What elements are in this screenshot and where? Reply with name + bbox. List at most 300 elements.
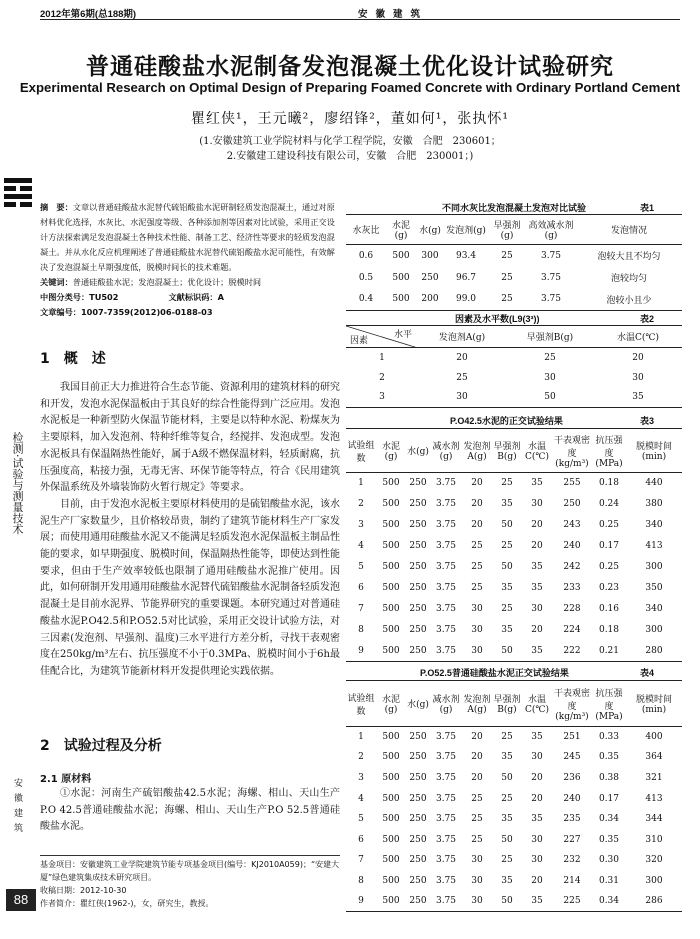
table-cell: 50 <box>501 520 513 530</box>
table-cell: 3 <box>358 520 364 530</box>
table-cell: 2 <box>358 499 364 509</box>
table-cell: 300 <box>421 250 439 261</box>
table-2-caption: 因素及水平数(L9(3³)) <box>455 314 540 324</box>
table-cell: 500 <box>392 272 410 283</box>
table-cell: 50 <box>506 388 594 408</box>
table-4-header: 抗压强度(MPa) <box>592 681 626 727</box>
affiliation-1: (1.安徽建筑工业学院材料与化学工程学院，安徽 合肥 230601； <box>199 136 501 147</box>
table-row <box>346 388 682 408</box>
table-cell: 500 <box>382 875 400 886</box>
table-cell: 500 <box>382 732 400 743</box>
table-cell: 25 <box>456 372 468 383</box>
table-row <box>346 768 682 789</box>
table-cell: 5 <box>358 562 364 572</box>
table-4-header: 发泡剂A(g) <box>462 681 492 727</box>
table-3-header: 水泥(g) <box>376 429 406 473</box>
table-cell: 222 <box>552 641 592 662</box>
section-2-heading: 2 试验过程及分析 <box>40 738 162 754</box>
table-4-header: 减水剂(g) <box>430 681 462 727</box>
table-2-corner <box>346 326 418 348</box>
article-id: 文章编号：1007-7359(2012)06-0188-03 <box>40 307 213 317</box>
table-cell: 35 <box>531 562 543 572</box>
table-cell: 0.24 <box>598 499 620 509</box>
section-2-body <box>40 786 340 836</box>
table-cell: 50 <box>492 891 522 912</box>
table-cell: 35 <box>531 732 543 743</box>
table-cell: 20 <box>531 541 543 551</box>
running-header <box>40 6 680 20</box>
table-cell: 35 <box>531 478 543 489</box>
table-row <box>346 788 682 809</box>
table-cell: 30 <box>462 641 492 662</box>
table-cell: 5 <box>358 814 364 825</box>
table-cell: 250 <box>409 562 427 572</box>
table-1 <box>346 214 682 311</box>
table-cell: 3.75 <box>540 250 562 261</box>
author-bio: 作者简介：瞿红侠(1962-)，女，研究生，教授。 <box>40 899 214 908</box>
table-cell: 500 <box>376 641 406 662</box>
table-cell: 250 <box>409 604 427 614</box>
keywords-label: 关键词： <box>40 277 73 287</box>
table-cell: 30 <box>462 891 492 912</box>
table-cell: 0.34 <box>598 814 620 825</box>
table-cell: 20 <box>531 625 543 635</box>
table-1-number: 表1 <box>640 203 655 213</box>
table-cell: 250 <box>409 875 427 886</box>
table-row <box>346 620 682 641</box>
table-2-header: 早强剂B(g) <box>506 326 594 348</box>
table-cell: 3.75 <box>435 814 457 825</box>
table-cell: 3.75 <box>540 272 562 283</box>
table-cell: 340 <box>645 520 663 530</box>
section-1-paragraph-2: 目前，由于发泡水泥板主要原材料使用的是硫铝酸盐水泥，该水泥生产厂家数量少，且价格较昂贵，制约了建筑节能材料生产厂家发展；而使用通用硅酸盐水泥又不能满足轻质发泡水泥保温板主制品性能的要求，如早期强度、脱模时间，保温隔热性能等，即使达到性能要求，但由于生产效率较低也限制了通用硅酸盐水泥推广使用。因此，如何研制开发用通用硅酸盐水泥替代硫铝酸盐水泥制备轻质发泡混凝土是目前水泥界、节能界研究的重要课题。本研究通过对普通硅酸盐水泥P.O42.5和P.O52.5对比试验，采用正交设计试验方法，对三因素(发泡剂、早强剂、温度)三水平进行方差分析，寻找干表观密度在250kg/m³左右、抗压强度不小于0.3MPa、脱模时间小于6h最佳配合比，为建筑节能新材料开发提供理论实践依据。 <box>40 498 340 677</box>
table-cell: 25 <box>471 814 483 825</box>
section-2-paragraph: ①水泥：河南生产硫铝酸盐42.5水泥；海螺、相山、天山生产P.O 42.5普通硅酸盐水泥；海螺、相山、天山生产P.O 52.5普通硅酸盐水泥。 <box>40 788 340 833</box>
table-cell: 250 <box>409 752 427 763</box>
table-cell: 25 <box>488 289 526 311</box>
authors: 瞿红侠¹，王元曦²，廖绍锋²，董如何¹，张执怀¹ <box>190 111 510 127</box>
table-row <box>346 727 682 748</box>
table-3-number: 表3 <box>640 416 655 426</box>
table-cell: 3.75 <box>435 732 457 743</box>
page-number: 88 <box>6 889 36 911</box>
sidebar-column-label: 检测·试验与测量技术 <box>11 432 24 535</box>
table-cell: 240 <box>563 541 581 551</box>
table-cell: 321 <box>645 772 663 783</box>
table-cell: 3.75 <box>435 541 457 551</box>
table-cell: 8 <box>358 625 364 635</box>
table-cell: 3.75 <box>435 604 457 614</box>
table-cell: 233 <box>563 583 581 593</box>
abstract-block <box>40 200 340 320</box>
table-cell: 25 <box>501 541 513 551</box>
table-cell: 3.75 <box>435 625 457 635</box>
affiliation-2: 2.安徽建工建设科技有限公司，安徽 合肥 230001；) <box>226 151 474 162</box>
table-4 <box>346 680 682 912</box>
table-cell: 20 <box>531 875 543 886</box>
table-4-header: 水泥(g) <box>376 681 406 727</box>
table-3-header: 抗压强度(MPa) <box>592 429 626 473</box>
table-cell: 350 <box>645 583 663 593</box>
table-cell: 30 <box>471 855 483 866</box>
table-3-header: 水温C(℃) <box>522 429 552 473</box>
table-cell: 8 <box>358 875 364 886</box>
table-cell: 50 <box>492 641 522 662</box>
table-cell: 93.4 <box>455 250 477 261</box>
table-cell: 286 <box>626 891 682 912</box>
table-cell: 3.75 <box>435 752 457 763</box>
table-cell: 25 <box>471 541 483 551</box>
table-cell: 0.23 <box>598 583 620 593</box>
table-2-number: 表2 <box>640 314 655 324</box>
table-4-header: 脱模时间(min) <box>626 681 682 727</box>
table-cell: 9 <box>346 641 376 662</box>
fund-note: 基金项目：安徽建筑工业学院建筑节能专项基金项目(编号：KJ2010A059)；“安建大厦”绿色建筑集成技术研究项目。 <box>40 860 340 882</box>
table-1-caption: 不同水灰比发泡混凝土发泡对比试验 <box>442 203 587 213</box>
journal-name: 安徽建筑 <box>358 9 429 20</box>
table-cell: 30 <box>544 372 556 383</box>
table-cell: 500 <box>392 250 410 261</box>
table-cell: 413 <box>645 541 663 551</box>
table-cell: 3.75 <box>435 855 457 866</box>
table-cell: 0.35 <box>598 752 620 763</box>
table-cell: 0.38 <box>598 772 620 783</box>
table-row <box>346 557 682 578</box>
table-cell: 250 <box>409 625 427 635</box>
table-cell: 440 <box>645 478 663 489</box>
table-1-header: 发泡情况 <box>576 215 682 245</box>
clc-number: 中图分类号：TU502 <box>40 292 119 302</box>
table-cell: 3.75 <box>435 793 457 804</box>
subsection-2-1-heading: 2.1 原材料 <box>40 774 92 785</box>
table-cell: 2 <box>358 752 364 763</box>
table-3-header: 早强剂B(g) <box>492 429 522 473</box>
table-cell: 251 <box>563 732 581 743</box>
table-cell: 310 <box>645 834 663 845</box>
table-cell: 3.75 <box>435 520 457 530</box>
table-cell: 20 <box>471 499 483 509</box>
table-cell: 250 <box>421 272 439 283</box>
table-cell: 7 <box>358 604 364 614</box>
table-cell: 0.4 <box>346 289 386 311</box>
table-row <box>346 850 682 871</box>
table-cell: 35 <box>501 499 513 509</box>
table-cell: 3.75 <box>435 834 457 845</box>
table-row <box>346 599 682 620</box>
table-cell: 泡较小且少 <box>576 289 682 311</box>
table-cell: 3.75 <box>430 641 462 662</box>
table-1-header: 水泥(g) <box>386 215 416 245</box>
table-cell: 0.31 <box>598 875 620 886</box>
table-cell: 500 <box>382 541 400 551</box>
table-1-header: 水(g) <box>416 215 444 245</box>
table-row <box>346 368 682 388</box>
table-cell: 25 <box>544 352 556 363</box>
table-cell: 500 <box>382 793 400 804</box>
table-cell: 500 <box>382 855 400 866</box>
table-cell: 20 <box>456 352 468 363</box>
table-cell: 30 <box>632 372 644 383</box>
table-cell: 1 <box>358 732 364 743</box>
table-cell: 25 <box>501 272 513 283</box>
table-3-caption: P.O42.5水泥的正交试验结果 <box>450 416 563 426</box>
table-cell: 500 <box>382 499 400 509</box>
table-cell: 6 <box>358 583 364 593</box>
table-cell: 25 <box>471 793 483 804</box>
table-2-header: 水温C(℃) <box>594 326 682 348</box>
table-cell: 500 <box>382 520 400 530</box>
table-cell: 35 <box>522 641 552 662</box>
table-cell: 35 <box>501 583 513 593</box>
table-cell: 30 <box>531 752 543 763</box>
table-cell: 500 <box>382 478 400 489</box>
table-cell: 250 <box>409 814 427 825</box>
table-cell: 25 <box>471 834 483 845</box>
table-cell: 25 <box>471 583 483 593</box>
table-cell: 227 <box>563 834 581 845</box>
table-cell: 30 <box>531 499 543 509</box>
table-cell: 250 <box>409 499 427 509</box>
table-cell: 242 <box>563 562 581 572</box>
table-cell: 250 <box>409 855 427 866</box>
table-3-header: 干表观密度(kg/m³) <box>552 429 592 473</box>
table-cell: 500 <box>376 891 406 912</box>
table-row <box>346 578 682 599</box>
table-cell: 泡较均匀 <box>610 274 647 284</box>
table-cell: 344 <box>645 814 663 825</box>
table-cell: 250 <box>409 541 427 551</box>
table-row <box>346 641 682 662</box>
table-cell: 300 <box>645 562 663 572</box>
table-cell: 500 <box>382 562 400 572</box>
table-4-header: 水(g) <box>406 681 430 727</box>
table-cell: 500 <box>382 834 400 845</box>
table-row <box>346 809 682 830</box>
table-cell: 0.16 <box>598 604 620 614</box>
keywords: 普通硅酸盐水泥；发泡混凝土；优化设计；脱模时间 <box>72 277 262 287</box>
table-cell: 3.75 <box>435 583 457 593</box>
corner-top-label: 水平 <box>393 330 412 340</box>
table-cell: 6 <box>358 834 364 845</box>
table-cell: 25 <box>501 855 513 866</box>
table-cell: 300 <box>645 875 663 886</box>
table-cell: 250 <box>406 641 430 662</box>
table-cell: 35 <box>531 583 543 593</box>
table-cell: 4 <box>358 793 364 804</box>
table-cell: 7 <box>358 855 364 866</box>
table-cell: 1 <box>379 352 385 363</box>
table-cell: 3 <box>358 772 364 783</box>
section-1-heading: 1 概 述 <box>40 351 106 367</box>
table-cell: 214 <box>563 875 581 886</box>
table-cell: 255 <box>563 478 581 489</box>
table-cell: 50 <box>501 834 513 845</box>
table-row <box>346 267 682 289</box>
table-3-header: 发泡剂A(g) <box>462 429 492 473</box>
table-cell: 228 <box>563 604 581 614</box>
table-cell: 20 <box>471 752 483 763</box>
table-cell: 0.33 <box>598 732 620 743</box>
table-3-header: 水(g) <box>406 429 430 473</box>
table-cell: 225 <box>552 891 592 912</box>
table-cell: 0.21 <box>592 641 626 662</box>
paper-title: 普通硅酸盐水泥制备发泡混凝土优化设计试验研究 <box>86 54 614 80</box>
table-cell: 250 <box>409 772 427 783</box>
table-cell: 20 <box>471 520 483 530</box>
table-cell: 35 <box>501 752 513 763</box>
table-cell: 320 <box>645 855 663 866</box>
table-cell: 240 <box>563 793 581 804</box>
table-cell: 25 <box>501 793 513 804</box>
table-cell: 35 <box>531 814 543 825</box>
table-cell: 500 <box>382 604 400 614</box>
table-cell: 235 <box>563 814 581 825</box>
table-cell: 364 <box>645 752 663 763</box>
table-cell: 3.75 <box>526 289 576 311</box>
table-cell: 20 <box>471 478 483 489</box>
table-cell: 泡较大且不均匀 <box>597 252 661 263</box>
table-cell: 35 <box>501 625 513 635</box>
table-row <box>346 747 682 768</box>
table-cell: 250 <box>409 732 427 743</box>
table-cell: 0.17 <box>598 793 620 804</box>
table-row <box>346 245 682 267</box>
table-cell: 250 <box>563 499 581 509</box>
table-3-header: 脱模时间(min) <box>626 429 682 473</box>
table-cell: 3.75 <box>435 772 457 783</box>
doc-code: 文献标识码：A <box>168 292 224 302</box>
table-1-header: 发泡剂(g) <box>444 215 488 245</box>
table-4-header: 干表观密度(kg/m³) <box>552 681 592 727</box>
table-cell: 340 <box>645 604 663 614</box>
table-2 <box>346 325 682 408</box>
abstract-text: 文章以普通硅酸盐水泥替代硫铝酸盐水泥研制轻质发泡混凝土，通过对原材料优化选择，水灰比、水泥强度等级、各种添加剂等因素对比试验，采用正交设计方法探索满足发泡混凝土各种技术性能、制备工艺、经济性等要求的轻质发泡混凝土。并从水化反应机理阐述了普通硅酸盐水泥替代硫铝酸盐水泥可能性，有效解决了发泡混凝土早期强度低，脱模时间长的技术难题。 <box>40 202 335 272</box>
table-cell: 500 <box>382 583 400 593</box>
table-cell: 20 <box>531 520 543 530</box>
table-cell: 20 <box>471 732 483 743</box>
table-cell: 500 <box>382 752 400 763</box>
table-cell: 500 <box>386 289 416 311</box>
table-4-caption: P.O52.5普通硅酸盐水泥正交试验结果 <box>420 668 569 678</box>
table-row <box>346 515 682 536</box>
table-cell: 30 <box>531 834 543 845</box>
table-cell: 3.75 <box>435 499 457 509</box>
table-cell: 99.0 <box>444 289 488 311</box>
table-cell: 4 <box>358 541 364 551</box>
table-cell: 250 <box>409 583 427 593</box>
table-cell: 20 <box>531 772 543 783</box>
table-cell: 9 <box>346 891 376 912</box>
table-cell: 30 <box>471 604 483 614</box>
table-row <box>346 494 682 515</box>
table-cell: 280 <box>626 641 682 662</box>
abstract-label: 摘 要： <box>40 202 73 212</box>
table-row <box>346 473 682 494</box>
table-cell: 25 <box>471 562 483 572</box>
table-cell: 35 <box>522 891 552 912</box>
table-cell: 232 <box>563 855 581 866</box>
table-cell: 380 <box>645 499 663 509</box>
table-cell: 30 <box>531 855 543 866</box>
journal-logo-icon <box>4 178 32 208</box>
english-title: Experimental Research on Optimal Design of Preparing Foamed Concrete with Ordinary Portland Cement <box>19 80 681 95</box>
table-1-header: 高效减水剂(g) <box>526 215 576 245</box>
table-cell: 0.18 <box>598 478 620 489</box>
table-cell: 25 <box>501 604 513 614</box>
table-2-header: 发泡剂A(g) <box>418 326 506 348</box>
table-cell: 0.25 <box>598 562 620 572</box>
table-cell: 3.75 <box>435 875 457 886</box>
received-date: 收稿日期：2012-10-30 <box>40 886 127 895</box>
table-cell: 0.25 <box>598 520 620 530</box>
table-cell: 2 <box>379 372 385 383</box>
table-4-header: 试验组数 <box>346 681 376 727</box>
table-1-header: 早强剂(g) <box>488 215 526 245</box>
table-cell: 300 <box>645 625 663 635</box>
table-cell: 500 <box>382 625 400 635</box>
table-cell: 250 <box>409 478 427 489</box>
table-3 <box>346 428 682 662</box>
table-cell: 245 <box>563 752 581 763</box>
table-cell: 20 <box>531 793 543 804</box>
table-cell: 200 <box>416 289 444 311</box>
table-cell: 35 <box>501 814 513 825</box>
table-4-header: 水温C(℃) <box>522 681 552 727</box>
section-1-paragraph-1: 我国目前正大力推进符合生态节能、资源利用的建筑材料的研究和开发，发泡水泥保温板由于其良好的综合性能得到广泛应用。发泡水泥板是一种新型防火保温节能材料，主要是以特种水泥、粉煤灰为主要原料，加入发泡剂、特种纤维等复合，经搅拌、发泡成型。发泡水泥板具有保温隔热性能好，属于A级不燃保温材料，轻质耐腐，抗压强度高，粘接力强，无毒无害、环保节能等特点，符合《民用建筑外保温系统及外墙装饰防火暂行规定》等要求。 <box>40 382 340 494</box>
corner-bottom-label: 因素 <box>350 336 369 346</box>
table-cell: 30 <box>531 604 543 614</box>
table-cell: 250 <box>409 520 427 530</box>
table-1-header: 水灰比 <box>346 215 386 245</box>
table-row <box>346 348 682 368</box>
table-cell: 25 <box>501 478 513 489</box>
table-cell: 1 <box>358 478 364 489</box>
table-cell: 250 <box>409 793 427 804</box>
table-3-header: 试验组数 <box>346 429 376 473</box>
table-row <box>346 871 682 892</box>
table-cell: 35 <box>594 388 682 408</box>
table-cell: 30 <box>471 625 483 635</box>
table-cell: 50 <box>501 772 513 783</box>
table-cell: 236 <box>563 772 581 783</box>
table-cell: 0.5 <box>358 272 374 283</box>
table-cell: 0.34 <box>592 891 626 912</box>
table-cell: 35 <box>501 875 513 886</box>
table-cell: 25 <box>501 250 513 261</box>
table-cell: 500 <box>382 772 400 783</box>
table-cell: 3.75 <box>435 562 457 572</box>
table-4-header: 早强剂B(g) <box>492 681 522 727</box>
table-cell: 25 <box>501 732 513 743</box>
table-cell: 30 <box>471 875 483 886</box>
table-cell: 250 <box>406 891 430 912</box>
table-cell: 20 <box>471 772 483 783</box>
table-cell: 243 <box>563 520 581 530</box>
table-cell: 0.18 <box>598 625 620 635</box>
table-cell: 500 <box>382 814 400 825</box>
table-cell: 413 <box>645 793 663 804</box>
table-cell: 0.30 <box>598 855 620 866</box>
table-cell: 30 <box>418 388 506 408</box>
table-cell: 250 <box>409 834 427 845</box>
table-4-number: 表4 <box>640 668 655 678</box>
issue-label: 2012年第6期(总188期) <box>40 9 137 20</box>
table-cell: 3.75 <box>430 891 462 912</box>
table-3-header: 减水剂(g) <box>430 429 462 473</box>
sidebar-journal-label: 安徽建筑 <box>12 778 22 838</box>
table-row <box>346 289 682 311</box>
footnotes <box>40 855 340 910</box>
